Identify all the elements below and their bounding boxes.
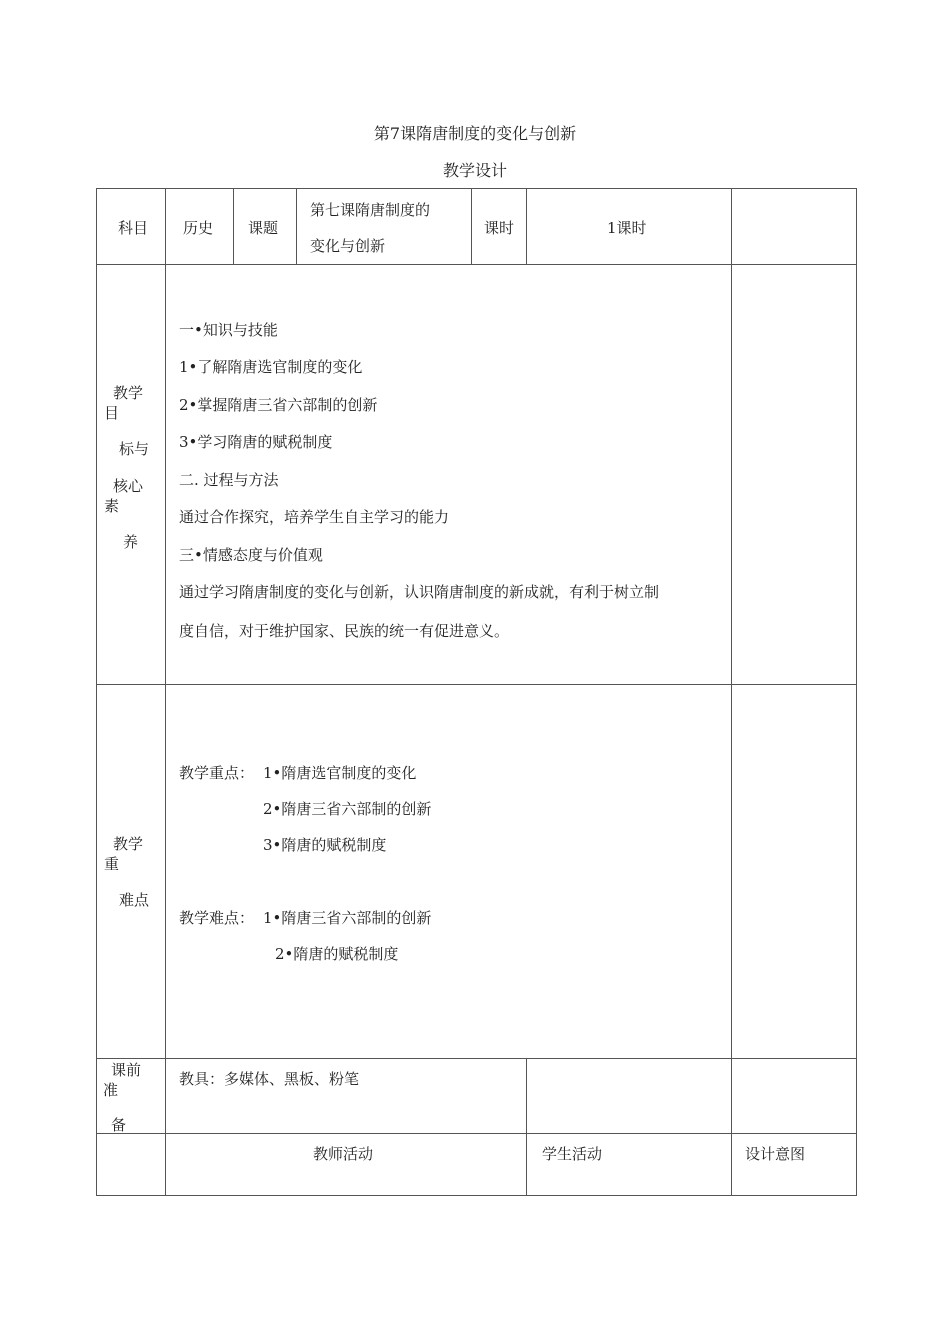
period-label: 课时 xyxy=(484,219,515,237)
period-value: 1课时 xyxy=(607,219,647,237)
objective-line: 二. 过程与方法 xyxy=(179,471,279,489)
subject-label: 科目 xyxy=(118,219,149,237)
focus-item: 2•隋唐三省六部制的创新 xyxy=(263,800,432,818)
objective-line: 三•情感态度与价值观 xyxy=(179,546,323,564)
objectives-label-2: 目 xyxy=(104,404,120,422)
objective-line: 度自信，对于维护国家、民族的统一有促进意义。 xyxy=(179,622,510,640)
topic-value-line2: 变化与创新 xyxy=(310,237,386,255)
difficulty-item: 1•隋唐三省六部制的创新 xyxy=(263,909,432,927)
design-intent-header: 设计意图 xyxy=(745,1145,806,1163)
student-activity-header: 学生活动 xyxy=(542,1145,603,1163)
objectives-label-4: 核心 xyxy=(113,477,144,495)
prep-label-3: 备 xyxy=(111,1116,127,1134)
keypoints-label-3: 难点 xyxy=(119,891,150,909)
document-title: 第7课隋唐制度的变化与创新 xyxy=(373,124,577,143)
objective-line: 通过合作探究，培养学生自主学习的能力 xyxy=(179,508,450,526)
focus-item: 3•隋唐的赋税制度 xyxy=(263,836,387,854)
keypoints-label-2: 重 xyxy=(104,855,120,873)
objectives-label-1: 教学 xyxy=(113,384,144,402)
objectives-label-6: 养 xyxy=(123,533,139,551)
prep-label-1: 课前 xyxy=(111,1061,142,1079)
objective-line: 通过学习隋唐制度的变化与创新，认识隋唐制度的新成就，有利于树立制 xyxy=(179,583,660,601)
objective-line: 3•学习隋唐的赋税制度 xyxy=(179,433,333,451)
subject-value: 历史 xyxy=(183,219,214,237)
focus-label: 教学重点： xyxy=(179,764,255,782)
difficulty-item: 2•隋唐的赋税制度 xyxy=(275,945,399,963)
objective-line: 一•知识与技能 xyxy=(179,321,278,339)
keypoints-label-1: 教学 xyxy=(113,835,144,853)
topic-value-line1: 第七课隋唐制度的 xyxy=(310,201,431,219)
focus-item: 1•隋唐选官制度的变化 xyxy=(263,764,417,782)
objective-line: 1•了解隋唐选官制度的变化 xyxy=(179,358,363,376)
prep-label-2: 准 xyxy=(103,1081,119,1099)
objective-line: 2•掌握隋唐三省六部制的创新 xyxy=(179,396,378,414)
topic-label: 课题 xyxy=(248,219,279,237)
objectives-label-5: 素 xyxy=(104,497,120,515)
difficulty-label: 教学难点： xyxy=(179,909,255,927)
document-subtitle: 教学设计 xyxy=(442,161,507,180)
teacher-activity-header: 教师活动 xyxy=(313,1145,374,1163)
prep-content: 教具：多媒体、黑板、粉笔 xyxy=(179,1070,360,1088)
objectives-label-3: 标与 xyxy=(119,440,150,458)
